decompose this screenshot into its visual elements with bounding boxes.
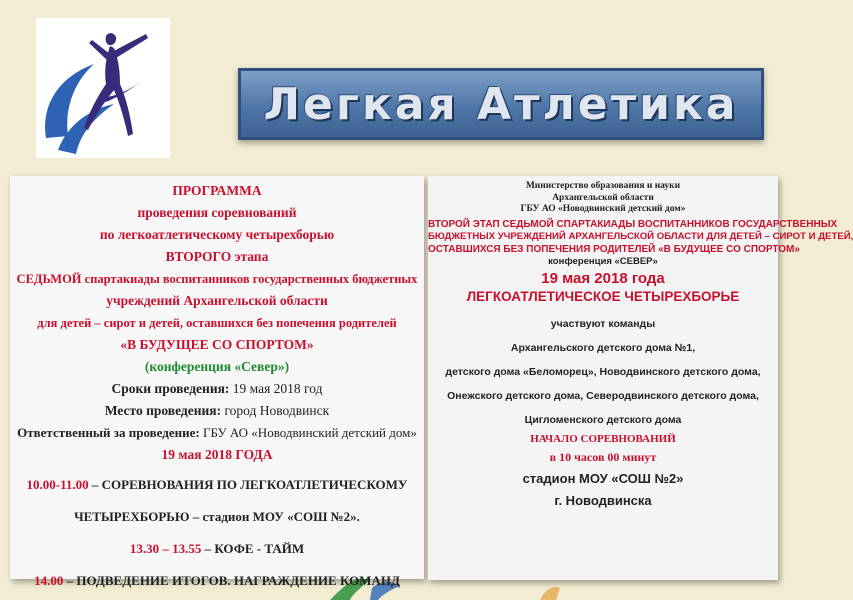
announcement-title: ВТОРОЙ ЭТАП СЕДЬМОЙ СПАРТАКИАДЫ ВОСПИТАННИКОВ ГОСУДАРСТВЕННЫХ [428,218,838,230]
team-item: детского дома «Беломорец», Новодвинского детского дома, [445,365,761,378]
program-line: СЕДЬМОЙ спартакиады воспитанников государственных бюджетных [16,272,418,286]
runner-figure-logo-icon [36,18,170,158]
schedule-time-1: 10.00-11.00 [26,477,89,492]
announcement-title: БЮДЖЕТНЫХ УЧРЕЖДЕНИЙ АРХАНГЕЛЬСКОЙ ОБЛАСТИ ДЛЯ ДЕТЕЙ – СИРОТ И ДЕТЕЙ, [428,231,853,242]
program-line: проведения соревнований [137,205,297,220]
schedule-item-3 [10,570,424,592]
program-panel [10,176,424,588]
announcement-panel [428,176,853,580]
start-label: НАЧАЛО СОРЕВНОВАНИЙ [530,432,676,445]
team-item: Цигломенского детского дома [524,413,682,426]
responsible-label: Ответственный за проведение: [17,425,200,440]
announcement-title: ОСТАВШИХСЯ БЕЗ ПОПЕЧЕНИЯ РОДИТЕЛЕЙ «В БУДУЩЕЕ СО СПОРТОМ» [428,243,800,255]
schedule-text-1: – СОРЕВНОВАНИЯ ПО ЛЕГКОАТЛЕТИЧЕСКОМУ [88,477,408,492]
schedule-text-3: – ПОДВЕДЕНИЕ ИТОГОВ. НАГРАЖДЕНИЕ КОМАНД [63,573,400,588]
ministry-line: Архангельской области [552,192,654,203]
program-heading: ПРОГРАММА [172,183,262,198]
program-line: учреждений Архангельской области [106,293,328,308]
start-time: в 10 часов 00 минут [549,449,657,464]
program-line: «В БУДУЩЕЕ СО СПОРТОМ» [120,337,314,352]
city-line: г. Новодвинска [554,492,652,508]
schedule-time-3: 14.00 [34,573,64,588]
schedule-item-1-cont: ЧЕТЫРЕХБОРЬЮ – стадион МОУ «СОШ №2». [74,509,360,524]
schedule-item-2 [10,538,424,560]
place-value: город Новодвинск [221,403,330,418]
organizer-line: ГБУ АО «Новодвинский детский дом» [520,204,686,214]
teams-intro: участвуют команды [550,317,656,330]
program-line: для детей – сирот и детей, оставшихся без попечения родителей [37,316,397,330]
program-line: ВТОРОГО этапа [165,249,269,264]
team-item: Онежского детского дома, Северодвинского детского дома, [447,389,759,402]
conference-line: конференция «СЕВЕР» [548,256,658,267]
schedule-time-2: 13.30 – 13.55 [129,541,202,556]
title-banner [238,68,764,140]
banner-title: Легкая Атлетика [263,78,739,130]
ministry-line: Министерство образования и науки [525,181,681,191]
responsible-value: ГБУ АО «Новодвинский детский дом» [199,425,417,440]
stadium-line: стадион МОУ «СОШ №2» [522,470,684,486]
responsible-row [10,422,424,444]
event-title: ЛЕГКОАТЛЕТИЧЕСКОЕ ЧЕТЫРЕХБОРЬЕ [466,288,740,304]
dates-row [10,378,424,400]
program-date: 19 мая 2018 ГОДА [161,447,273,462]
dates-value: 19 мая 2018 год [229,381,323,396]
program-conference: (конференция «Север») [144,359,290,374]
schedule-item-1 [10,474,424,496]
program-line: по легкоатлетическому четырехборью [99,227,335,242]
team-item: Архангельского детского дома №1, [510,341,696,354]
announcement-date: 19 мая 2018 года [541,269,665,287]
athletics-logo [36,18,170,158]
dates-label: Сроки проведения: [111,381,230,396]
place-row [10,400,424,422]
place-label: Место проведения: [104,403,222,418]
schedule-text-2: – КОФЕ - ТАЙМ [201,541,305,556]
